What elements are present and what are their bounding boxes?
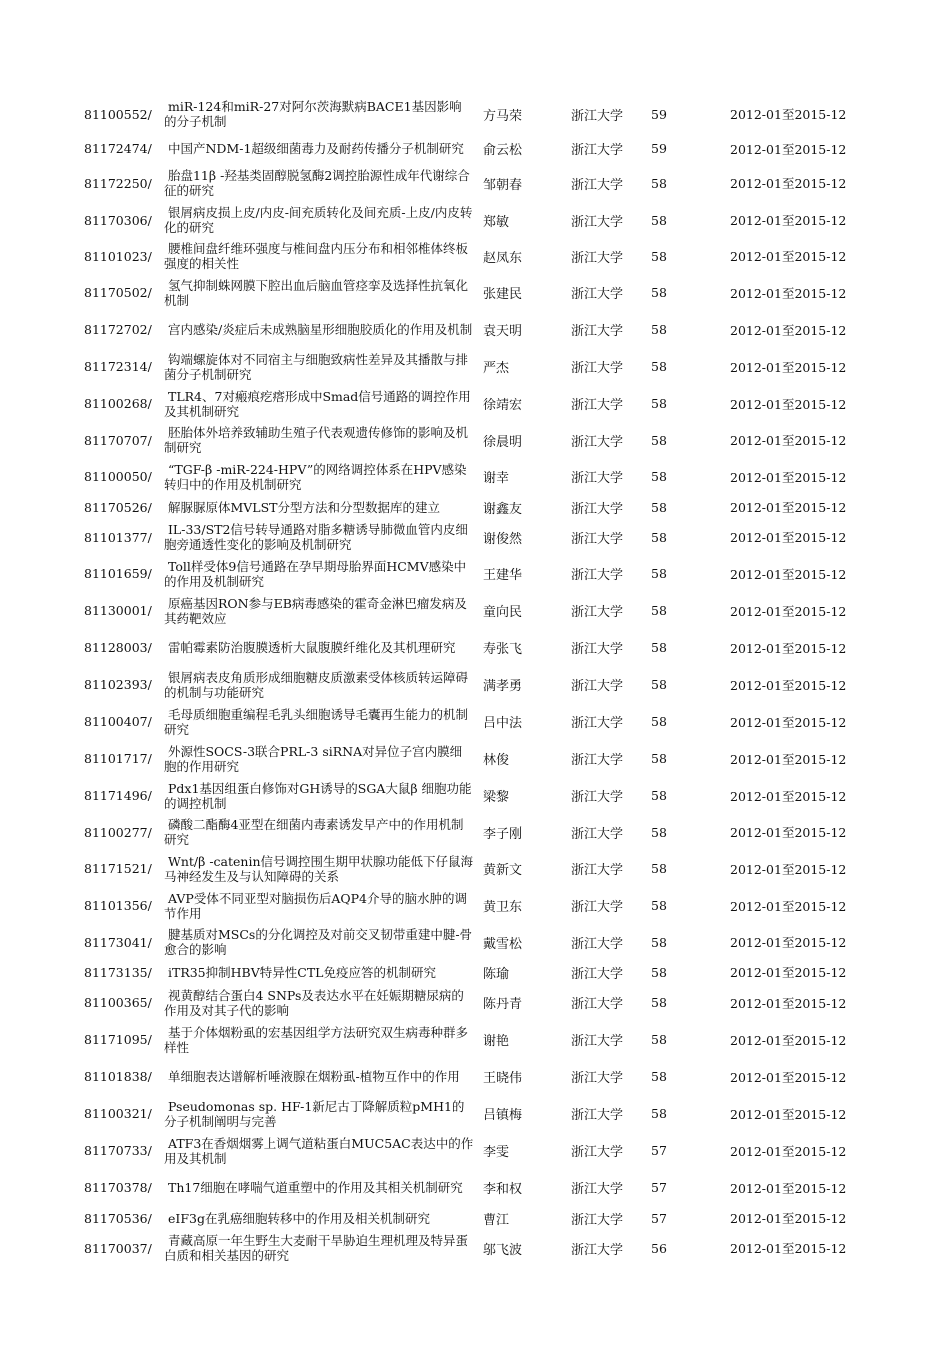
project-leader: 谢俊然 — [483, 531, 523, 547]
table-row — [0, 348, 950, 385]
project-leader: 林俊 — [483, 753, 510, 768]
project-title: AVP受体不同亚型对脑损伤后AQP4介导的脑水肿的调节作用 — [164, 890, 467, 921]
table-row — [0, 814, 950, 850]
project-amount: 58 — [651, 898, 667, 913]
project-organization: 浙江大学 — [571, 214, 624, 230]
project-leader: 谢鑫友 — [483, 501, 523, 517]
project-id: 81170502/ — [84, 285, 152, 300]
project-organization: 浙江大学 — [571, 716, 624, 731]
project-period: 2012-01至2015-12 — [730, 603, 847, 619]
table-row — [0, 1021, 950, 1058]
project-title: Wnt/β -catenin信号调控围生期甲状腺功能低下仔鼠海马神经发生及与认知障碍的关系 — [164, 853, 474, 884]
project-amount: 58 — [651, 175, 667, 191]
table-row — [0, 850, 950, 887]
project-organization: 浙江大学 — [571, 361, 624, 376]
project-title: 基于介体烟粉虱的宏基因组学方法研究双生病毒种群多样性 — [164, 1024, 468, 1055]
project-organization: 浙江大学 — [571, 143, 624, 158]
project-period: 2012-01至2015-12 — [730, 396, 847, 412]
project-period: 2012-01至2015-12 — [730, 433, 847, 448]
project-id: 81172250/ — [84, 175, 152, 191]
project-amount: 58 — [651, 677, 667, 692]
project-organization: 浙江大学 — [571, 1034, 624, 1049]
project-amount: 58 — [651, 322, 667, 337]
project-leader: 满孝勇 — [483, 679, 523, 694]
project-amount: 58 — [651, 469, 667, 484]
project-organization: 浙江大学 — [571, 863, 624, 878]
project-id: 81172474/ — [84, 141, 152, 156]
project-id: 81100552/ — [84, 106, 152, 122]
project-organization: 浙江大学 — [571, 501, 624, 517]
project-period: 2012-01至2015-12 — [730, 249, 847, 264]
project-amount: 58 — [651, 248, 667, 264]
table-row — [0, 311, 950, 348]
project-amount: 57 — [651, 1210, 667, 1226]
project-id: 81101377/ — [84, 529, 152, 545]
project-leader: 吕中法 — [483, 716, 523, 731]
project-amount: 58 — [651, 861, 667, 876]
project-title: 氢气抑制蛛网膜下腔出血后脑血管痉挛及选择性抗氧化机制 — [164, 277, 468, 308]
project-title: 胎盘11β -羟基类固醇脱氢酶2调控胎源性成年代谢综合征的研究 — [164, 168, 470, 198]
project-amount: 58 — [651, 359, 667, 374]
table-row — [0, 1230, 950, 1266]
table-row — [0, 164, 950, 202]
project-id: 81128003/ — [84, 640, 152, 655]
project-leader: 谢艳 — [483, 1034, 510, 1049]
table-row — [0, 629, 950, 666]
table-row — [0, 984, 950, 1021]
project-leader: 张建民 — [483, 287, 523, 302]
project-leader: 李雯 — [483, 1145, 510, 1160]
project-id: 81100268/ — [84, 396, 152, 411]
project-title: Pdx1基因组蛋白修饰对GH诱导的SGA大鼠β 细胞功能的调控机制 — [164, 780, 472, 811]
project-id: 81100321/ — [84, 1106, 152, 1121]
project-id: 81172314/ — [84, 359, 152, 374]
project-id: 81170037/ — [84, 1240, 152, 1256]
project-amount: 58 — [651, 603, 667, 618]
project-leader: 郑敏 — [483, 214, 510, 230]
project-title: TLR4、7对瘢痕疙瘩形成中Smad信号通路的调控作用及其机制研究 — [164, 388, 471, 419]
project-title: 解脲脲原体MVLST分型方法和分型数据库的建立 — [164, 499, 441, 515]
project-organization: 浙江大学 — [571, 1212, 624, 1228]
project-id: 81102393/ — [84, 677, 152, 692]
project-organization: 浙江大学 — [571, 753, 624, 768]
project-amount: 58 — [651, 1069, 667, 1084]
project-title: 外源性SOCS-3联合PRL-3 siRNA对异位子宫内膜细胞的作用研究 — [164, 743, 463, 774]
project-organization: 浙江大学 — [571, 642, 624, 657]
project-period: 2012-01至2015-12 — [730, 176, 847, 191]
project-title: ATF3在香烟烟雾上调气道粘蛋白MUC5AC表达中的作用及其机制 — [164, 1135, 474, 1166]
project-amount: 58 — [651, 212, 667, 228]
project-title: eIF3g在乳癌细胞转移中的作用及相关机制研究 — [164, 1210, 430, 1226]
project-organization: 浙江大学 — [571, 324, 624, 339]
project-title: Toll样受体9信号通路在孕早期母胎界面HCMV感染中的作用及机制研究 — [164, 558, 467, 589]
project-title: 磷酸二酯酶4亚型在细菌内毒素诱发早产中的作用机制研究 — [164, 817, 464, 847]
project-title: miR-124和miR-27对阿尔茨海默病BACE1基因影响的分子机制 — [164, 99, 462, 129]
project-amount: 58 — [651, 529, 667, 545]
project-period: 2012-01至2015-12 — [730, 213, 847, 228]
project-period: 2012-01至2015-12 — [730, 322, 847, 338]
project-organization: 浙江大学 — [571, 936, 624, 952]
project-title: 中国产NDM-1超级细菌毒力及耐药传播分子机制研究 — [164, 141, 464, 156]
project-period: 2012-01至2015-12 — [730, 861, 847, 877]
project-leader: 吕镇梅 — [483, 1108, 523, 1123]
project-leader: 方马荣 — [483, 108, 523, 124]
table-row — [0, 592, 950, 629]
project-title: Pseudomonas sp. HF-1新尼古丁降解质粒pMH1的分子机制阐明与完善 — [164, 1098, 465, 1129]
project-period: 2012-01至2015-12 — [730, 469, 847, 485]
project-title: 毛母质细胞重编程毛乳头细胞诱导毛囊再生能力的机制研究 — [164, 706, 468, 737]
table-row — [0, 1132, 950, 1169]
project-id: 81130001/ — [84, 603, 152, 618]
project-id: 81101838/ — [84, 1069, 152, 1084]
table-row — [0, 1169, 950, 1206]
project-leader: 王晓伟 — [483, 1071, 523, 1086]
project-title: 腰椎间盘纤维环强度与椎间盘内压分布和相邻椎体终板强度的相关性 — [164, 241, 468, 271]
project-organization: 浙江大学 — [571, 826, 624, 842]
project-period: 2012-01至2015-12 — [730, 1143, 847, 1159]
project-organization: 浙江大学 — [571, 605, 624, 620]
project-amount: 58 — [651, 824, 667, 840]
project-period: 2012-01至2015-12 — [730, 1069, 847, 1085]
project-title: 雷帕霉素防治腹膜透析大鼠腹膜纤维化及其机理研究 — [164, 640, 456, 655]
project-organization: 浙江大学 — [571, 1182, 624, 1197]
table-row — [0, 95, 950, 133]
project-period: 2012-01至2015-12 — [730, 1106, 847, 1122]
project-title: 钩端螺旋体对不同宿主与细胞致病性差异及其播散与排菌分子机制研究 — [164, 351, 468, 382]
project-title: 银屑病表皮角质形成细胞糖皮质激素受体核质转运障碍的机制与功能研究 — [164, 669, 468, 700]
project-title: 腱基质对MSCs的分化调控及对前交叉韧带重建中腱-骨愈合的影响 — [164, 927, 473, 957]
project-id: 81100365/ — [84, 995, 152, 1010]
project-period: 2012-01至2015-12 — [730, 714, 847, 730]
project-leader: 黄新文 — [483, 863, 523, 878]
table-row — [0, 960, 950, 984]
project-title: Th17细胞在哮喘气道重塑中的作用及其相关机制研究 — [164, 1180, 463, 1195]
project-title: 视黄醇结合蛋白4 SNPs及表达水平在妊娠期糖尿病的作用及对其子代的影响 — [164, 987, 464, 1018]
project-title: 胚胎体外培养致辅助生殖子代表观遗传修饰的影响及机制研究 — [164, 425, 468, 455]
project-period: 2012-01至2015-12 — [730, 898, 847, 914]
project-amount: 59 — [651, 141, 667, 156]
project-period: 2012-01至2015-12 — [730, 1211, 847, 1226]
project-leader: 戴雪松 — [483, 936, 523, 952]
project-organization: 浙江大学 — [571, 679, 624, 694]
table-row — [0, 133, 950, 164]
project-amount: 58 — [651, 995, 667, 1010]
project-leader: 徐靖宏 — [483, 398, 523, 413]
project-amount: 58 — [651, 432, 667, 448]
project-period: 2012-01至2015-12 — [730, 566, 847, 582]
project-amount: 58 — [651, 1032, 667, 1047]
project-amount: 58 — [651, 751, 667, 766]
project-table — [0, 95, 950, 1266]
project-amount: 58 — [651, 640, 667, 655]
project-leader: 黄卫东 — [483, 900, 523, 915]
project-organization: 浙江大学 — [571, 966, 624, 982]
project-organization: 浙江大学 — [571, 250, 624, 266]
project-leader: 李子刚 — [483, 826, 523, 842]
project-id: 81171521/ — [84, 861, 152, 876]
project-leader: 俞云松 — [483, 143, 523, 158]
project-organization: 浙江大学 — [571, 434, 624, 450]
project-period: 2012-01至2015-12 — [730, 751, 847, 767]
project-period: 2012-01至2015-12 — [730, 935, 847, 950]
project-title: 原癌基因RON参与EB病毒感染的霍奇金淋巴瘤发病及其药靶效应 — [164, 595, 467, 626]
project-organization: 浙江大学 — [571, 287, 624, 302]
project-leader: 邬飞波 — [483, 1242, 523, 1258]
project-id: 81100277/ — [84, 824, 152, 840]
project-id: 81100407/ — [84, 714, 152, 729]
project-leader: 严杰 — [483, 361, 510, 376]
project-amount: 59 — [651, 106, 667, 122]
project-title: 宫内感染/炎症后未成熟脑星形细胞胶质化的作用及机制 — [164, 322, 473, 337]
project-leader: 寿张飞 — [483, 642, 523, 657]
project-id: 81171496/ — [84, 788, 152, 803]
project-organization: 浙江大学 — [571, 568, 624, 583]
project-leader: 陈瑜 — [483, 966, 510, 982]
table-row — [0, 777, 950, 814]
table-row — [0, 495, 950, 519]
project-leader: 梁黎 — [483, 790, 510, 805]
project-leader: 童向民 — [483, 605, 523, 620]
project-leader: 李和权 — [483, 1182, 523, 1197]
project-amount: 57 — [651, 1180, 667, 1195]
project-organization: 浙江大学 — [571, 900, 624, 915]
project-period: 2012-01至2015-12 — [730, 995, 847, 1011]
project-id: 81170733/ — [84, 1143, 152, 1158]
table-row — [0, 666, 950, 703]
project-organization: 浙江大学 — [571, 790, 624, 805]
project-organization: 浙江大学 — [571, 108, 624, 124]
project-id: 81101659/ — [84, 566, 152, 581]
table-row — [0, 887, 950, 924]
project-id: 81170707/ — [84, 432, 152, 448]
project-period: 2012-01至2015-12 — [730, 141, 847, 157]
project-amount: 58 — [651, 964, 667, 980]
project-organization: 浙江大学 — [571, 997, 624, 1012]
project-period: 2012-01至2015-12 — [730, 530, 847, 545]
project-period: 2012-01至2015-12 — [730, 788, 847, 804]
table-row — [0, 924, 950, 960]
project-leader: 曹江 — [483, 1212, 510, 1228]
project-amount: 58 — [651, 788, 667, 803]
table-row — [0, 740, 950, 777]
table-row — [0, 274, 950, 311]
project-organization: 浙江大学 — [571, 1145, 624, 1160]
project-amount: 58 — [651, 1106, 667, 1121]
project-id: 81100050/ — [84, 469, 152, 484]
table-row — [0, 703, 950, 740]
project-amount: 56 — [651, 1240, 667, 1256]
project-organization: 浙江大学 — [571, 1071, 624, 1086]
table-row — [0, 202, 950, 238]
project-period: 2012-01至2015-12 — [730, 965, 847, 980]
project-leader: 徐晨明 — [483, 434, 523, 450]
table-row — [0, 555, 950, 592]
project-amount: 58 — [651, 499, 667, 515]
project-organization: 浙江大学 — [571, 398, 624, 413]
table-row — [0, 238, 950, 274]
project-title: 单细胞表达谱解析唾液腺在烟粉虱-植物互作中的作用 — [164, 1069, 460, 1084]
project-amount: 58 — [651, 396, 667, 411]
project-leader: 王建华 — [483, 568, 523, 583]
project-leader: 袁天明 — [483, 324, 523, 339]
project-period: 2012-01至2015-12 — [730, 107, 847, 122]
table-row — [0, 385, 950, 422]
project-leader: 赵凤东 — [483, 250, 523, 266]
project-organization: 浙江大学 — [571, 1108, 624, 1123]
project-organization: 浙江大学 — [571, 471, 624, 486]
project-period: 2012-01至2015-12 — [730, 500, 847, 515]
project-title: 青藏高原一年生野生大麦耐干旱胁迫生理机理及特异蛋白质和相关基因的研究 — [164, 1233, 468, 1263]
project-period: 2012-01至2015-12 — [730, 1032, 847, 1048]
project-period: 2012-01至2015-12 — [730, 1241, 847, 1256]
project-organization: 浙江大学 — [571, 1242, 624, 1258]
project-id: 81171095/ — [84, 1032, 152, 1047]
project-amount: 58 — [651, 934, 667, 950]
project-id: 81101717/ — [84, 751, 152, 766]
project-amount: 57 — [651, 1143, 667, 1158]
project-id: 81173135/ — [84, 964, 152, 980]
project-leader: 邹朝春 — [483, 177, 523, 193]
project-period: 2012-01至2015-12 — [730, 640, 847, 656]
table-row — [0, 519, 950, 555]
project-id: 81101356/ — [84, 898, 152, 913]
project-title: 银屑病皮损上皮/内皮-间充质转化及间充质-上皮/内皮转化的研究 — [164, 205, 473, 235]
project-leader: 谢幸 — [483, 471, 510, 486]
project-title: “TGF-β -miR-224-HPV”的网络调控体系在HPV感染转归中的作用及机制研究 — [164, 461, 467, 492]
project-period: 2012-01至2015-12 — [730, 359, 847, 375]
project-period: 2012-01至2015-12 — [730, 285, 847, 301]
project-period: 2012-01至2015-12 — [730, 677, 847, 693]
project-id: 81173041/ — [84, 934, 152, 950]
project-id: 81172702/ — [84, 322, 152, 337]
project-id: 81170526/ — [84, 499, 152, 515]
project-period: 2012-01至2015-12 — [730, 825, 847, 840]
table-row — [0, 1058, 950, 1095]
project-organization: 浙江大学 — [571, 177, 624, 193]
project-id: 81101023/ — [84, 248, 152, 264]
project-amount: 58 — [651, 285, 667, 300]
table-row — [0, 1095, 950, 1132]
project-id: 81170378/ — [84, 1180, 152, 1195]
project-amount: 58 — [651, 566, 667, 581]
project-id: 81170306/ — [84, 212, 152, 228]
project-title: iTR35抑制HBV特异性CTL免疫应答的机制研究 — [164, 964, 436, 980]
project-id: 81170536/ — [84, 1210, 152, 1226]
table-row — [0, 458, 950, 495]
table-row — [0, 1206, 950, 1230]
project-period: 2012-01至2015-12 — [730, 1180, 847, 1196]
table-row — [0, 422, 950, 458]
project-organization: 浙江大学 — [571, 531, 624, 547]
project-amount: 58 — [651, 714, 667, 729]
project-title: IL-33/ST2信号转导通路对脂多糖诱导肺微血管内皮细胞旁通透性变化的影响及机制研究 — [164, 522, 468, 552]
project-leader: 陈丹青 — [483, 997, 523, 1012]
